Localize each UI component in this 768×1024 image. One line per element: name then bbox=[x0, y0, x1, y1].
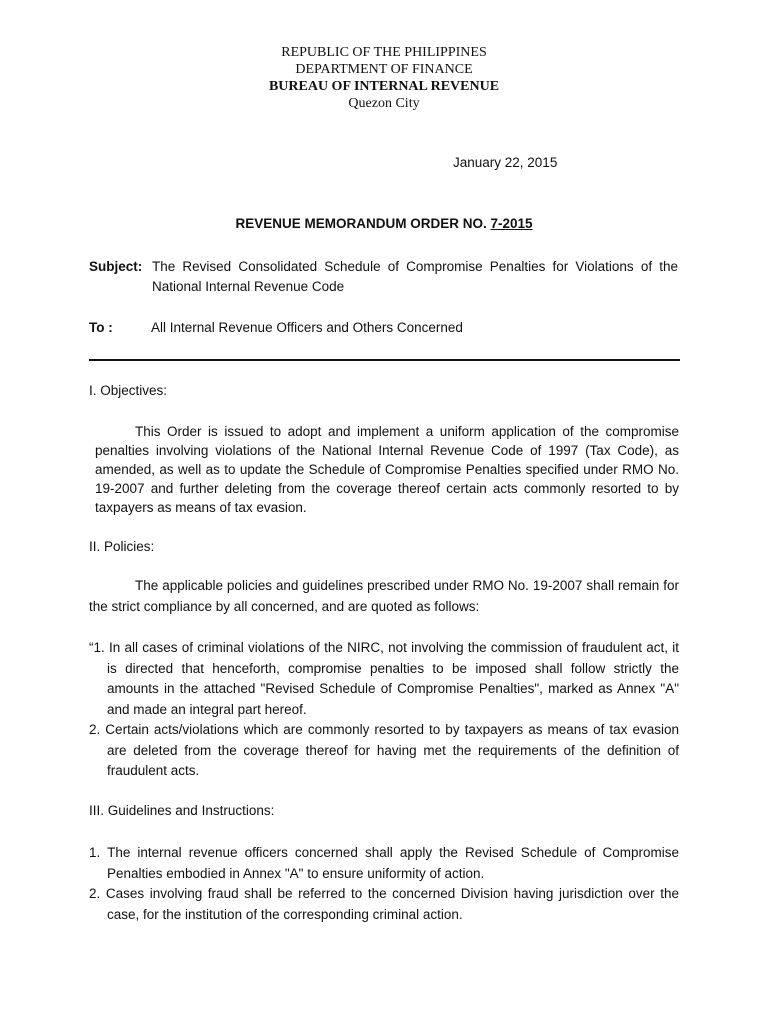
letterhead bbox=[0, 44, 768, 112]
guideline-item: 1. The internal revenue officers concerned shall apply the Revised Schedule of Compromise Penalties embodied in Annex "A" to ensure uniformity of action. bbox=[89, 845, 679, 881]
to-label: To : bbox=[89, 320, 113, 335]
letterhead-department: DEPARTMENT OF FINANCE bbox=[295, 62, 473, 77]
subject-text: The Revised Consolidated Schedule of Compromise Penalties for Violations of the National Internal Revenue Code bbox=[152, 259, 678, 294]
order-number: 7-2015 bbox=[490, 216, 533, 231]
policies-paragraph: The applicable policies and guidelines prescribed under RMO No. 19-2007 shall remain for the strict compliance by all concerned, and are quoted as follows: bbox=[89, 578, 679, 614]
order-title-prefix: REVENUE MEMORANDUM ORDER NO. bbox=[235, 216, 491, 231]
document-date: January 22, 2015 bbox=[453, 155, 558, 170]
letterhead-bureau: BUREAU OF INTERNAL REVENUE bbox=[268, 79, 500, 94]
policy-item: 2. Certain acts/violations which are commonly resorted to by taxpayers as means of tax evasion are deleted from the coverage thereof for having met the requirements of the definition of fraudulent acts. bbox=[89, 722, 679, 778]
order-title bbox=[0, 216, 768, 231]
subject-label: Subject: bbox=[89, 259, 143, 274]
objectives-paragraph: This Order is issued to adopt and implement a uniform application of the compromise penalties involving violations of the National Internal Revenue Code of 1997 (Tax Code), as amended, as well as to update the Schedule of Compromise Penalties specified under RMO No. 19-2007 and further deleting from the coverage thereof certain acts commonly resorted to by taxpayers as means of tax evasion. bbox=[95, 424, 679, 515]
section-heading-objectives: I. Objectives: bbox=[89, 383, 168, 398]
header-divider bbox=[89, 359, 680, 361]
guideline-item: 2. Cases involving fraud shall be referred to the concerned Division having jurisdiction over the case, for the institution of the corresponding criminal action. bbox=[89, 886, 679, 922]
letterhead-city: Quezon City bbox=[348, 96, 420, 111]
to-text: All Internal Revenue Officers and Others Concerned bbox=[151, 320, 463, 335]
letterhead-republic: REPUBLIC OF THE PHILIPPINES bbox=[281, 45, 487, 60]
section-heading-policies: II. Policies: bbox=[89, 539, 155, 554]
policy-item: “1. In all cases of criminal violations of the NIRC, not involving the commission of fraudulent act, it is directed that henceforth, compromise penalties to be imposed shall follow strictly the amounts in the attached "Revised Schedule of Compromise Penalties", marked as Annex "A" and made an integral part hereof. bbox=[89, 640, 679, 717]
section-heading-guidelines: III. Guidelines and Instructions: bbox=[89, 803, 275, 818]
